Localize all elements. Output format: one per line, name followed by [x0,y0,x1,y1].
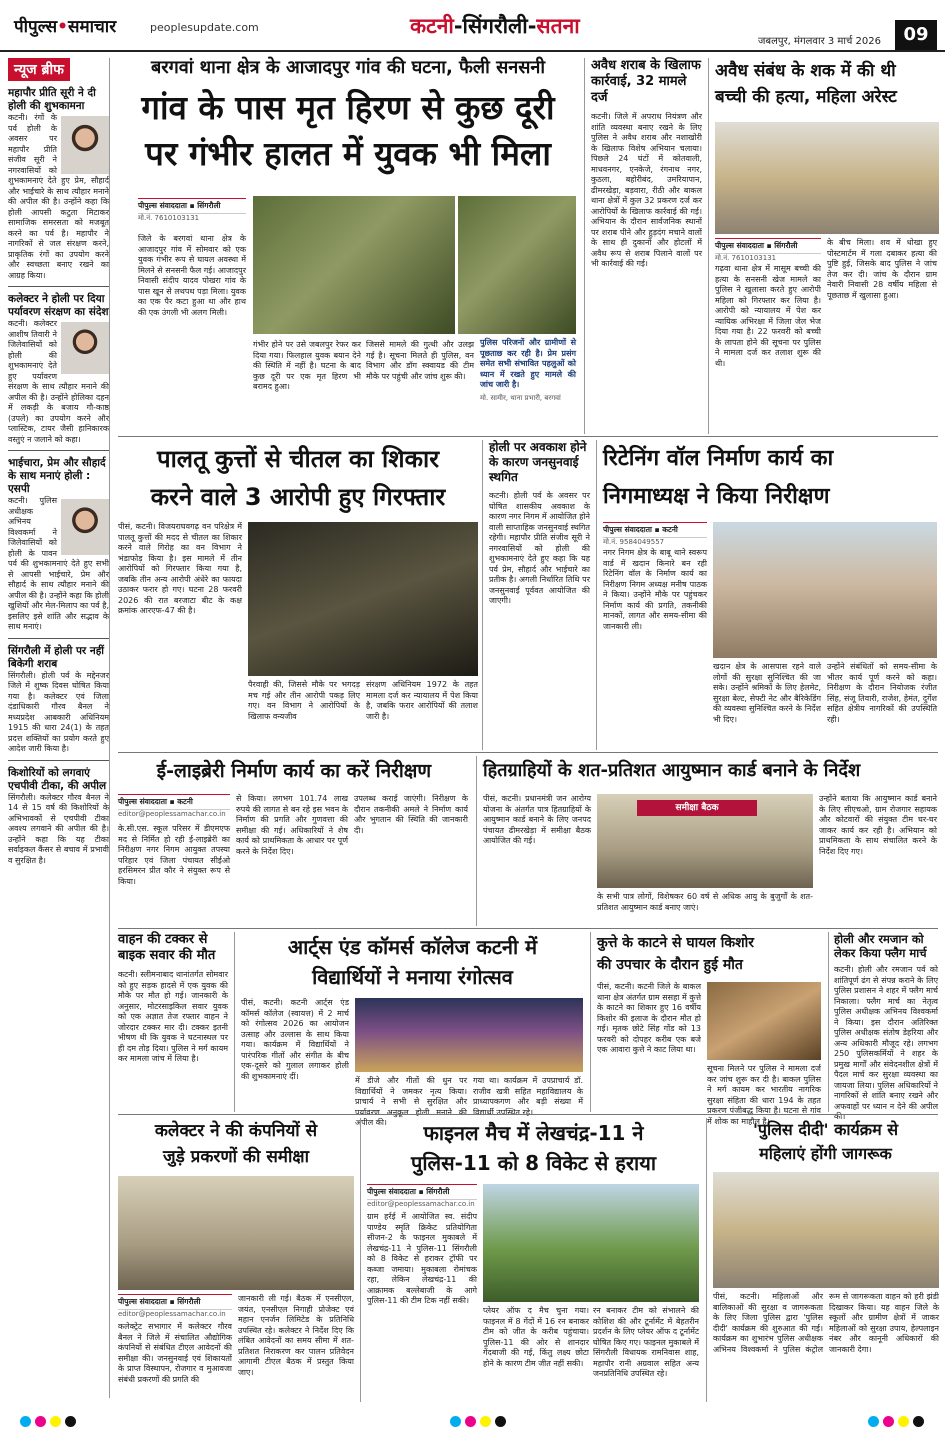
story-body: में डीजे और गीतों की धुन पर विद्यार्थियों ने जमकर नृत्य किया। प्राचार्य ने सभी से सुरक्षित और पर्यावरण अनुकूल होली मनाने की अपील की। [355,1076,467,1127]
dog-photo [707,982,821,1060]
news-brief-column [8,58,110,1398]
college-holi-photo [355,998,583,1072]
story-headline: कलेक्टर ने की कंपनियों से [154,1121,318,1141]
review-meeting-photo [118,1176,354,1290]
story-body: उन्होंने बताया कि आयुष्मान कार्ड बनाने के लिए सीएचओ, ग्राम रोजगार सहायक और कोटवारों की संयुक्त टीम घर-घर जाकर कार्य कर रही है। अभियान को प्राथमिकता के साथ संचालित करने के निर्देश दिए गए। [819,794,937,856]
caption-box [480,338,576,430]
arrest-night-photo [248,522,478,676]
phone: मो.नं. 9584049557 [603,538,665,546]
story-library [118,756,470,926]
story-headline: होली पर अवकाश होने के कारण जनसुनवाई स्थगित [489,440,587,484]
story-body: रन बनाकर टीम को संभालने की कोशिश की और टूर्नामेंट में बेहतरीन प्रदर्शन के लिए प्लेयर ऑफ द टूर्नामेंट घोषित किए गए। फाइनल मुकाबले में सिंगरौली विधायक रामनिवास शाह, महापौर रानी अग्रवाल सहित अन्य जनप्रतिनिधि उपस्थित रहे। [593,1306,699,1378]
story-headline: की उपचार के दौरान हुई मौत [597,957,743,973]
divider [118,928,938,929]
byline-block [118,794,230,818]
cyan-dot [450,1416,461,1427]
story-headline: जुड़े प्रकरणों की समीक्षा [163,1147,309,1167]
story-holi-leave [482,440,590,750]
story-headline: वाहन की टक्कर से बाइक सवार की मौत [118,932,216,963]
story-headline: निगमाध्यक्ष ने किया निरीक्षण [603,484,830,509]
story-headline: महिलाएं होंगी जागरूक [759,1144,892,1163]
story-body: के सभी पात्र लोगों, विशेषकर 60 वर्ष से अधिक आयु के बुजुर्गों के शत-प्रतिशत आयुष्मान कार्ड बनाए जाएं। [597,892,813,912]
byline: पीपुल्स संवाददाता ▪ सिंगरौली [118,1294,232,1310]
photo-caption: पुलिस परिजनों और ग्रामीणों से पूछताछ कर रही है। प्रेम प्रसंग समेत सभी संभावित पहलुओं को ध्यान में रखते हुए मामले की जांच जारी है। [480,338,576,389]
black-dot [495,1416,506,1427]
divider [8,638,109,639]
story-liquor [584,58,702,434]
registration-marks-right [868,1416,924,1427]
email[interactable]: editor@peoplessamachar.co.in [118,810,226,818]
byline-block [118,1294,232,1318]
brand-left: पीपुल्स [14,17,58,37]
story-headline: कुत्ते के काटने से घायल किशोर [597,935,754,951]
story-headline: आर्ट्स एंड कॉमर्स कॉलेज कटनी में [287,935,538,959]
divider [118,1114,938,1115]
story-body: के.सी.एस. स्कूल परिसर में डीएमएफ मद से निर्मित हो रही ई-लाइब्रेरी का निरीक्षण नगर निगम आयुक्त तपस्या परिहार एवं जिला पंचायत सीईओ हरसिमरन प्रीत कौर ने संयुक्त रूप से किया। [118,824,230,886]
story-headline: गांव के पास मृत हिरण से कुछ दूरी [141,87,555,127]
cricket-team-photo [483,1184,699,1302]
story-headline: बच्ची की हत्या, महिला अरेस्ट [715,87,897,107]
story-headline: हितग्राहियों के शत-प्रतिशत आयुष्मान कार्ड बनाने के निर्देश [483,760,861,781]
divider [8,450,109,451]
story-body: पीसं, कटनी। प्रधानमंत्री जन आरोग्य योजना के अंतर्गत पात्र हितग्राहियों के आयुष्मान कार्ड बनाने के लिए जनपद पंचायत ढीमरखेड़ा में समीक्षा बैठक आयोजित की गई। [483,794,591,845]
story-body: गया था। कार्यक्रम में उपप्राचार्य डॉ. राजीव खत्री सहित महाविद्यालय के प्राध्यापकगण और बड़ी संख्या में विद्यार्थी उपस्थित रहे। [473,1076,583,1117]
brand-logo [14,14,116,37]
story-headline: पुलिस-11 को 8 विकेट से हराया [410,1151,657,1175]
injured-man-photo [253,196,455,334]
phone: मो.नं. 7610103131 [715,254,777,262]
byline: पीपुल्स संवाददाता ▪ कटनी [118,794,230,810]
section-singrauli: -सिंगरौली- [453,14,537,38]
arrest-photo [715,122,939,234]
dead-deer-photo [458,196,576,334]
story-ayushman [476,756,938,926]
collector-photo [61,322,109,374]
story-headline: अवैध शराब के खिलाफ कार्रवाई, 32 मामले दर्ज [591,58,701,105]
story-headline: पालतू कुत्तों से चीतल का शिकार [156,445,440,473]
story-body: संरक्षण अधिनियम 1972 के तहत मामला दर्ज कर न्यायालय में पेश किया है, जबकि फरार आरोपियों की तलाश जारी है। [366,680,478,721]
story-body: प्लेयर ऑफ द मैच चुना गया। फाइनल में 8 गेंदों में 16 रन बनाकर टीम को जीत के करीब पहुंचाया। पुलिस-11 की ओर से शानदार गेंदबाजी की गई, किंतु लक्ष्य छोटा होने के कारण टीम जीत नहीं सकी। [483,1306,589,1368]
byline-block [138,198,246,223]
cyan-dot [20,1416,31,1427]
story-body: जिससे मामले की गुत्थी और उलझ गई है। सूचना मिलते ही पुलिस, वन विभाग और डॉग स्क्वायड की टीम मौके पर पहुंची और जांच शुरू की। [366,340,474,381]
brief-heading: महापौर प्रीति सूरी ने दी होली की शुभकामना [8,87,96,112]
story-kicker: बरगवां थाना क्षेत्र के आजादपुर गांव की घटना, फैली सनसनी [150,57,546,78]
byline-block [715,238,821,263]
story-body: कटनी। जिले में अपराध नियंत्रण और शांति व्यवस्था बनाए रखने के लिए पुलिस ने अवैध शराब और नशाखोरी के खिलाफ विशेष अभियान चलाया। पिछले 24 घंटों में कोतवाली, माधवनगर, एनकेजे, रंगनाथ नगर, कुठला, बहोरीबंद, उमरियापान, ढीमरखेड़ा, बड़वारा, रीठी और बाकल थाना क्षेत्रों में कुल 32 प्रकरण दर्ज कर आरोपियों के खिलाफ कार्रवाई की गई। अभियान के दौरान सार्वजनिक स्थानों पर शराब पीने और हुड़दंग मचाने वालों के साथ ही दुकानों और होटलों में अवैध रूप से शराब पिलाने वालों पर भी कार्रवाई की गई। [591,112,702,268]
story-headline: रिटेनिंग वॉल निर्माण कार्य का [603,446,834,471]
divider [8,286,109,287]
story-final [360,1118,700,1402]
story-headline: होली और रमजान को लेकर किया फ्लैग मार्च [834,932,927,960]
story-body: खदान क्षेत्र के आसपास रहने वाले लोगों की सुरक्षा सुनिश्चित की जा सके। उन्होंने श्रमिकों के लिए हेलमेट, सुरक्षा बेल्ट, सेफ्टी नेट और बैरिकेडिंग की व्यवस्था सुनिश्चित करने के निर्देश भी दिए। [713,662,821,724]
story-didi [706,1118,938,1402]
issue-date: जबलपुर, मंगलवार 3 मार्च 2026 [758,36,881,47]
magenta-dot [883,1416,894,1427]
story-college [234,932,584,1127]
section-satna: सतना [536,14,580,38]
magenta-dot [465,1416,476,1427]
story-headline: करने वाले 3 आरोपी हुए गिरफ्तार [150,483,446,511]
story-body: नगर निगम क्षेत्र के बाबू थाने स्वरूप वार्ड में खदान किनारे बन रही रिटेनिंग वॉल के निर्माण कार्य का निरीक्षण निगम अध्यक्ष मनीष पाठक ने किया। उन्होंने मौके पर पहुंचकर निर्माण कार्य की प्रगति, तकनीकी मानकों, लागत और समय-सीमा की जानकारी ली। [603,548,707,631]
story-headline: अवैध संबंध के शक में की थी [715,61,896,81]
story-body: गढ़वा थाना क्षेत्र में मासूम बच्ची की हत्या के सनसनी खेज मामले का पुलिस ने खुलासा करते हुए आरोपी महिला को गिरफ्तार कर लिया है। आरोपी को न्यायालय में पेश कर न्यायिक अभिरक्षा में जिला जेल भेज दिया गया है। 22 फरवरी को बच्ची के लापता होने की सूचना पर पुलिस ने मामला दर्ज कर तलाश शुरू की थी। [715,264,821,368]
phone: मो.नं. 7610103131 [138,214,200,222]
story-body: से किया। लगभग 101.74 लाख रुपये की लागत से बन रहे इस भवन के निर्माण की प्रगति और गुणवत्ता की समीक्षा की गई। अधिकारियों ने शेष कार्य को प्राथमिकता के आधार पर पूर्ण करने के निर्देश दिए। [236,794,348,856]
brief-heading: कलेक्टर ने होली पर दिया पर्यावरण संरक्षण का संदेश [8,293,109,318]
story-collector [118,1118,354,1402]
black-dot [65,1416,76,1427]
story-body: ग्राम हर्रई में आयोजित स्व. संदीप पाण्डेय स्मृति क्रिकेट प्रतियोगिता सीजन-2 के फाइनल मुकाबले में लेखचंद्र-11 ने पुलिस-11 सिंगरौली को 8 विकेट से हराकर ट्रॉफी पर कब्जा जमाया। मुकाबला रोमांचक रहा, लेकिन लेखचंद्र-11 की आक्रामक बल्लेबाजी के आगे पुलिस-11 की टीम टिक नहीं सकी। [367,1212,477,1305]
sp-photo [61,499,109,555]
page-number: 09 [895,20,937,50]
divider [118,752,938,753]
black-dot [913,1416,924,1427]
brief-heading: किशोरियों को लगवाएं एचपीवी टीका, की अपील [8,766,107,792]
story-cheetal [118,440,478,750]
story-body: उपलब्ध कराई जाएंगी। निरीक्षण के दौरान तकनीकी अमले ने निर्माण कार्य और भुगतान की स्थिति की जानकारी दी। [354,794,468,835]
brief-heading: भाईचारा, प्रेम और सौहार्द के साथ मनाएं होली : एसपी [8,457,106,495]
story-headline: पर गंभीर हालत में युवक भी मिला [145,133,551,173]
yellow-dot [50,1416,61,1427]
story-body: पीसं, कटनी। कटनी जिले के बाकल थाना क्षेत्र अंतर्गत ग्राम ससहा में कुत्ते के काटने का शिकार हुए 16 वर्षीय किशोर की इलाज के दौरान मौत हो गई। मृतक छोटे सिंह गोंड को 13 फरवरी को दोपहर करीब एक बजे एक आवारा कुत्ते ने काट लिया था। [597,982,701,1054]
email[interactable]: editor@peoplessamachar.co.in [367,1200,475,1208]
story-headline: ई-लाइब्रेरी निर्माण कार्य का करें निरीक्षण [156,760,432,782]
story-body: गंभीर होने पर उसे जबलपुर रेफर कर दिया गया। फिलहाल युवक बयान देने की स्थिति में नहीं है। घटना के बाद कुछ दूरी पर एक मृत हिरण भी बरामद हुआ। [253,340,361,391]
yellow-dot [898,1416,909,1427]
registration-marks-left [20,1416,76,1427]
site-url[interactable]: peoplesupdate.com [150,21,259,34]
story-wall [596,440,938,750]
story-body: पीसं, कटनी। विजयराघवगढ़ वन परिक्षेत्र में पालतू कुत्तों की मदद से चीतल का शिकार करने वाले गिरोह का वन विभाग ने भंडाफोड़ किया है। इस मामले में तीन आरोपियों को गिरफ्तार किया गया है, जबकि तीन अन्य आरोपी अंधेरे का फायदा उठाकर फरार हो गए। घटना 28 फरवरी 2026 की रात बरजाटा बीट के कक्ष क्रमांक आरएफ-47 की है। [118,522,242,615]
story-headline: विद्यार्थियों ने मनाया रंगोत्सव [312,965,513,989]
byline: पीपुल्स संवाददाता ▪ सिंगरौली [138,198,246,214]
inspection-photo [713,522,937,658]
story-murder [708,58,938,434]
story-flagmarch [828,932,938,1121]
story-headline: 'पुलिस दीदी' कार्यक्रम से [752,1120,899,1139]
story-body: कटनी। होली और रमजान पर्व को शांतिपूर्ण ढंग से संपन्न कराने के लिए पुलिस प्रशासन ने शहर में फ्लैग मार्च निकाला। फ्लैग मार्च का नेतृत्व पुलिस अधीक्षक अभिनय विश्वकर्मा ने किया। इस दौरान अतिरिक्त पुलिस अधीक्षक संतोष डेहरिया और अन्य अधिकारी मौजूद रहे। लगभग 250 पुलिसकर्मियों ने शहर के प्रमुख मार्गों और संवेदनशील क्षेत्रों में पैदल मार्च कर सुरक्षा व्यवस्था का जायजा लिया। पुलिस अधिकारियों ने नागरिकों से शांति बनाए रखने और अफवाहों पर ध्यान न देने की अपील की। [834,965,938,1121]
story-dog [590,932,822,1126]
brief-body: कटनी। रंगों के पर्व होली के अवसर पर महापौर प्रीति संजीव सूरी ने नगरवासियों को शुभकामनाएं देते हुए प्रेम, सौहार्द और भाईचारे के साथ त्यौहार मनाने की अपील की है। उन्होंने कहा कि होली आपसी कटुता मिटाकर सामाजिक समरसता को मजबूत करने का पर्व है। महापौर ने नागरिकों से जल संरक्षण करने, प्राकृतिक रंगों का उपयोग करने और स्वच्छता बनाए रखने का आग्रह किया। [8,113,109,280]
story-body: पैरवाही की, जिससे मौके पर भगदड़ मच गई और तीन आरोपी पकड़ लिए गए। वन विभाग ने आरोपियों के खिलाफ वन्यजीव [248,680,360,721]
story-body: पीसं, कटनी। महिलाओं और बालिकाओं की सुरक्षा व जागरूकता के लिए जिला पुलिस द्वारा 'पुलिस दीदी' कार्यक्रम की शुरुआत की गई। कार्यक्रम का शुभारंभ पुलिस अधीक्षक अभिनय विश्वकर्मा ने पुलिस कंट्रोल रूम से जागरूकता वाहन को हरी झंडी दिखाकर किया। यह वाहन जिले के स्कूलों और ग्रामीण क्षेत्रों में जाकर महिलाओं को सुरक्षा उपाय, हेल्पलाइन नंबर और कानूनी अधिकारों की जानकारी देगा। [713,1292,939,1354]
story-truck [118,932,228,1112]
mayor-photo [61,116,109,174]
brief-body: सिंगरौली। होली पर्व के मद्देनजर जिले में शुष्क दिवस घोषित किया गया है। कलेक्टर एवं जिला दंडाधिकारी गौरव बैनल ने मध्यप्रदेश आबकारी अधिनियम 1915 की धारा 24(1) के तहत प्रदत्त शक्तियों का प्रयोग करते हुए आदेश जारी किया है। [8,670,109,753]
divider [118,436,938,437]
brand-dot: • [57,17,68,37]
story-body: के बीच मिला। शव में धोखा हुए पोस्टमार्टम में गला दबाकर हत्या की पुष्टि हुई, जिसके बाद पुलिस ने जांच तेज कर दी। जांच के दौरान ग्राम नेवारी निवासी 28 वर्षीय महिला से पूछताछ में खुलासा हुआ। [827,238,937,300]
byline-block [367,1184,477,1208]
news-brief-tag: न्यूज ब्रीफ [8,58,70,81]
cyan-dot [868,1416,879,1427]
byline-block [603,522,707,547]
section-title [410,12,580,40]
yellow-dot [480,1416,491,1427]
divider [8,760,109,761]
story-body: जानकारी ली गई। बैठक में एनसीएल, जयंत, एनसीएल निगाही प्रोजेक्ट एवं महान एनर्जन लिमिटेड के प्रतिनिधि उपस्थित रहे। कलेक्टर ने निर्देश दिए कि लंबित आवेदनों का समय सीमा में शत-प्रतिशत निराकरण कर पालन प्रतिवेदन आगामी टीएल बैठक में प्रस्तुत किया जाए। [238,1294,354,1377]
story-body: उन्होंने संबंधितों को समय-सीमा के भीतर कार्य पूर्ण करने को कहा। निरीक्षण के दौरान नियोजक रंजीत सिंह, संजू तिवारी, राजेश, हेमंत, दुर्गेश सहित क्षेत्रीय नागरिकों की उपस्थिति रही। [827,662,937,724]
story-body: पीसं, कटनी। कटनी आर्ट्स एंड कॉमर्स कॉलेज (स्वायत्त) में 2 मार्च को रंगोत्सव 2026 का आयोजन उत्साह और उल्लास के साथ किया गया। कार्यक्रम में विद्यार्थियों ने पारंपरिक गीतों और संगीत के बीच एक-दूसरे को गुलाल लगाकर होली की शुभकामनाएं दीं। [241,998,349,1081]
byline: पीपुल्स संवाददाता ▪ कटनी [603,522,707,538]
story-body: सूचना मिलने पर पुलिस ने मामला दर्ज कर जांच शुरू कर दी है। बाकल पुलिस ने मर्ग कायम कर भारतीय नागरिक सुरक्षा संहिता की धारा 194 के तहत प्रकरण पंजीबद्ध किया है। घटना से गांव में शोक का माहौल है। [707,1064,821,1126]
story-body: जिले के बरगवां थाना क्षेत्र के आजादपुर गांव में सोमवार को एक युवक गंभीर रूप से घायल अवस्था में मिलने से सनसनी फैल गई। आजादपुर निवासी संदीप यादव पोखरा गांव के पास खून से लथपथ पड़ा मिला। युवक का एक पैर कटा हुआ था और हाथ की एक उंगली भी अलग मिली। [138,234,246,317]
brief-body: सिंगरौली। कलेक्टर गौरव बैनल ने 14 से 15 वर्ष की किशोरियों के अभिभावकों से एचपीवी टीका अवश्य लगवाने की अपील की है। उन्होंने कहा कि यह टीका सर्वाइकल कैंसर से बचाव में प्रभावी व सुरक्षित है। [8,792,109,865]
byline: पीपुल्स संवाददाता ▪ सिंगरौली [367,1184,477,1200]
byline: पीपुल्स संवाददाता ▪ सिंगरौली [715,238,821,254]
story-body: कलेक्ट्रेट सभागार में कलेक्टर गौरव बैनल ने जिले में संचालित औद्योगिक कंपनियों से संबंधित टीएल आवेदनों की समीक्षा की। जनसुनवाई एवं शिकायतों के प्राप्त विस्थापन, रोजगार व मुआवजा संबंधी प्रकरणों की प्रगति की [118,1322,232,1384]
magenta-dot [35,1416,46,1427]
brand-right: समाचार [67,17,117,37]
masthead [0,0,945,52]
section-katni: कटनी [410,14,454,38]
police-vehicle-photo [713,1172,939,1288]
meeting-photo [597,794,813,888]
email[interactable]: editor@peoplessamachar.co.in [118,1310,226,1318]
meeting-banner: समीक्षा बैठक [637,800,757,816]
brief-body: कटनी। पुलिस अधीक्षक अभिनय विश्वकर्मा ने जिलेवासियों को होली के पावन पर्व की शुभकामनाएं देते हुए सभी से आपसी भाईचारे, प्रेम और सौहार्द के साथ त्यौहार मनाने की अपील की है। उन्होंने कहा कि होली खुशियों और मेल-मिलाप का पर्व है, इसलिए इसे शांति और सद्भाव के साथ मनाएं। [8,496,109,631]
story-body: कटनी। होली पर्व के अवसर पर घोषित शासकीय अवकाश के कारण नगर निगम में आयोजित होने वाली साप्ताहिक जनसुनवाई स्थगित रहेगी। महापौर प्रीति संजीव सूरी ने नगरवासियों को होली की शुभकामनाएं देते हुए कहा कि यह पर्व प्रेम, सौहार्द और भाईचारे का प्रतीक है। अगली निर्धारित तिथि पर जनसुनवाई पूर्ववत आयोजित की जाएगी। [489,491,591,605]
story-deer [118,58,578,434]
registration-marks-center [450,1416,506,1427]
brief-heading: सिंगरौली में होली पर नहीं बिकेगी शराब [8,644,104,670]
story-body: कटनी। स्लीमनाबाद थानांतर्गत सोमवार को हुए सड़क हादसे में एक युवक की मौके पर मौत हो गई। जानकारी के अनुसार, मोटरसाइकिल सवार युवक को एक अज्ञात तेज रफ्तार वाहन ने जोरदार टक्कर मार दी। टक्कर इतनी भीषण थी कि युवक ने घटनास्थल पर ही दम तोड़ दिया। पुलिस ने मर्ग कायम कर मामला जांच में लिया है। [118,970,228,1063]
brief-body: कटनी। कलेक्टर आशीष तिवारी ने जिलेवासियों को होली की शुभकामनाएं देते हुए पर्यावरण संरक्षण के साथ त्यौहार मनाने की अपील की है। उन्होंने होलिका दहन में लकड़ी के बजाय गौ-काष्ठ (उपले) का उपयोग करने और प्लास्टिक, टायर जैसी हानिकारक वस्तुएं न जलाने को कहा। [8,319,109,444]
caption-credit: मो. सामीर, थाना प्रभारी, बरगवां [480,393,561,402]
story-headline: फाइनल मैच में लेखचंद्र-11 ने [423,1121,644,1145]
